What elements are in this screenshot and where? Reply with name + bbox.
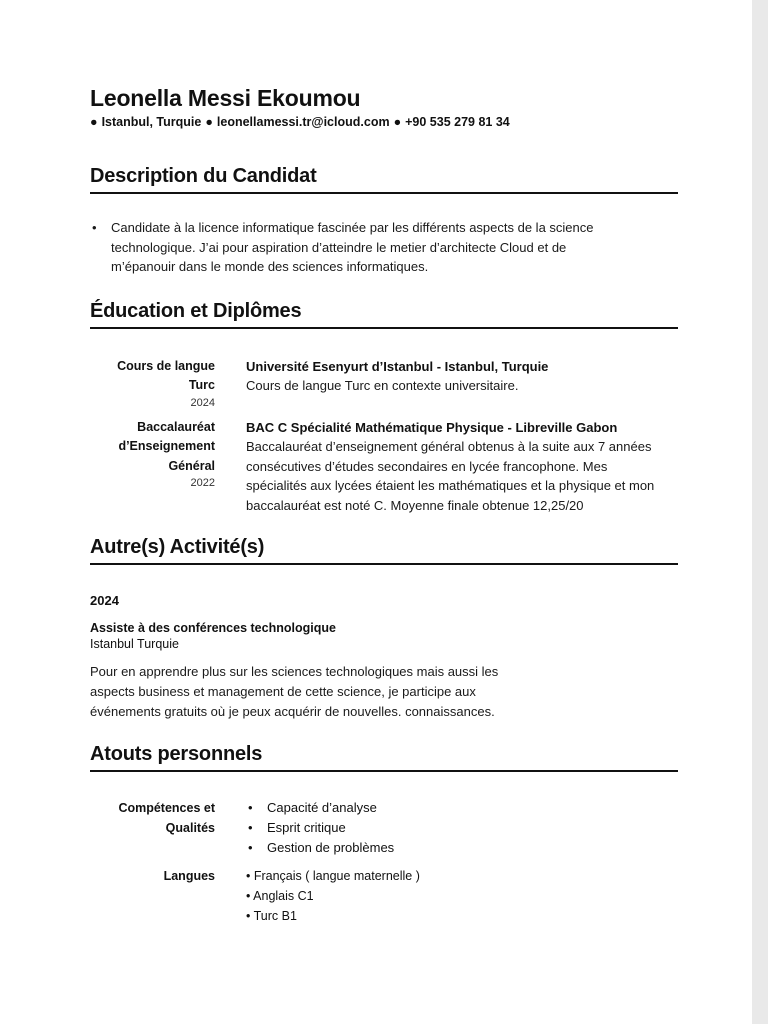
section-divider <box>90 563 678 565</box>
skills-label-line: Qualités <box>165 821 215 835</box>
activities-section <box>90 535 678 722</box>
education-section <box>90 299 678 516</box>
education-description-line: Baccalauréat d’enseignement général obtenus à la suite aux 7 années <box>246 439 652 454</box>
contact-location: Istanbul, Turquie <box>101 115 202 129</box>
separator-dot: ● <box>90 115 98 129</box>
skill-text: Gestion de problèmes <box>267 840 395 855</box>
bullet-icon: • <box>248 840 253 855</box>
section-divider <box>90 327 678 329</box>
education-description-line: Cours de langue Turc en contexte universitaire. <box>246 378 519 393</box>
education-year: 2022 <box>190 477 215 489</box>
section-title-description: Description du Candidat <box>90 165 317 187</box>
candidate-name: Leonella Messi Ekoumou <box>90 85 361 111</box>
skills-row <box>90 798 678 858</box>
activity-description-line: aspects business et management de cette science, je participe aux <box>90 684 476 699</box>
section-title-activities: Autre(s) Activité(s) <box>90 536 265 558</box>
description-line: technologique. J’ai pour aspiration d’atteindre le metier d’architecte Cloud et de <box>111 239 567 255</box>
education-year: 2024 <box>190 396 215 409</box>
education-entry <box>90 418 678 516</box>
page-edge-shadow <box>752 0 768 1024</box>
education-details <box>246 357 678 396</box>
section-divider <box>90 770 678 772</box>
bullet-icon: • <box>248 820 253 835</box>
atouts-section <box>90 742 678 926</box>
activity-title: Assiste à des conférences technologique <box>90 621 336 635</box>
languages-list <box>246 866 678 926</box>
separator-dot: ● <box>205 115 213 129</box>
education-description-line: spécialités aux lycées étaient les mathématiques et la physique et mon <box>246 478 655 493</box>
description-item <box>90 218 678 277</box>
section-title-atouts: Atouts personnels <box>90 743 263 765</box>
education-degree-block <box>90 357 215 411</box>
description-list <box>90 218 678 277</box>
contact-email[interactable]: leonellamessi.tr@icloud.com <box>216 115 390 129</box>
education-institution: BAC C Spécialité Mathématique Physique - Libreville Gabon <box>246 419 618 435</box>
separator-dot: ● <box>393 115 402 129</box>
contact-phone[interactable]: +90 535 279 81 34 <box>405 115 510 129</box>
section-divider <box>90 192 678 194</box>
description-section <box>90 164 678 277</box>
education-degree-line: Général <box>168 458 215 473</box>
education-degree-line: Cours de langue <box>117 358 215 373</box>
education-degree-line: Baccalauréat <box>137 419 215 434</box>
section-title-education: Éducation et Diplômes <box>90 299 302 322</box>
skills-label-line: Compétences et <box>118 801 215 815</box>
education-description-line: baccalauréat est noté C. Moyenne finale obtenue 12,25/20 <box>246 497 584 513</box>
cv-header <box>90 84 678 130</box>
activity-location: Istanbul Turquie <box>90 637 179 651</box>
language-item: • Anglais C1 <box>246 889 314 903</box>
skill-text: Capacité d’analyse <box>267 800 377 815</box>
education-description-line: consécutives d’études secondaires en lycée francophone. Mes <box>246 458 608 474</box>
education-degree-line: Turc <box>188 378 215 392</box>
bullet-icon: • <box>92 220 97 235</box>
education-degree-block <box>90 418 215 492</box>
skill-item <box>246 798 678 818</box>
skill-item <box>246 818 678 838</box>
cv-document <box>90 84 678 926</box>
contact-line <box>90 114 678 130</box>
skill-item <box>246 838 678 858</box>
description-line: m’épanouir dans le monde des sciences informatiques. <box>111 259 429 274</box>
description-line: Candidate à la licence informatique fascinée par les différents aspects de la science <box>111 220 594 235</box>
languages-row <box>90 866 678 926</box>
activity-description-line: événements gratuits où je peux acquérir de nouvelles. connaissances. <box>90 704 495 719</box>
bullet-icon: • <box>248 800 253 815</box>
language-item: • Turc B1 <box>246 909 297 923</box>
skills-list <box>246 798 678 858</box>
activity-year: 2024 <box>90 593 119 608</box>
skills-label <box>90 798 215 838</box>
education-details <box>246 418 678 516</box>
education-entry <box>90 357 678 412</box>
languages-label: Langues <box>163 869 215 883</box>
skill-text: Esprit critique <box>267 820 346 835</box>
education-degree-line: d’Enseignement <box>118 439 215 453</box>
language-item: • Français ( langue maternelle ) <box>246 869 420 883</box>
education-institution: Université Esenyurt d’Istanbul - Istanbul, Turquie <box>246 358 549 374</box>
activity-description <box>90 662 530 722</box>
activity-description-line: Pour en apprendre plus sur les sciences technologiques mais aussi les <box>90 664 499 679</box>
